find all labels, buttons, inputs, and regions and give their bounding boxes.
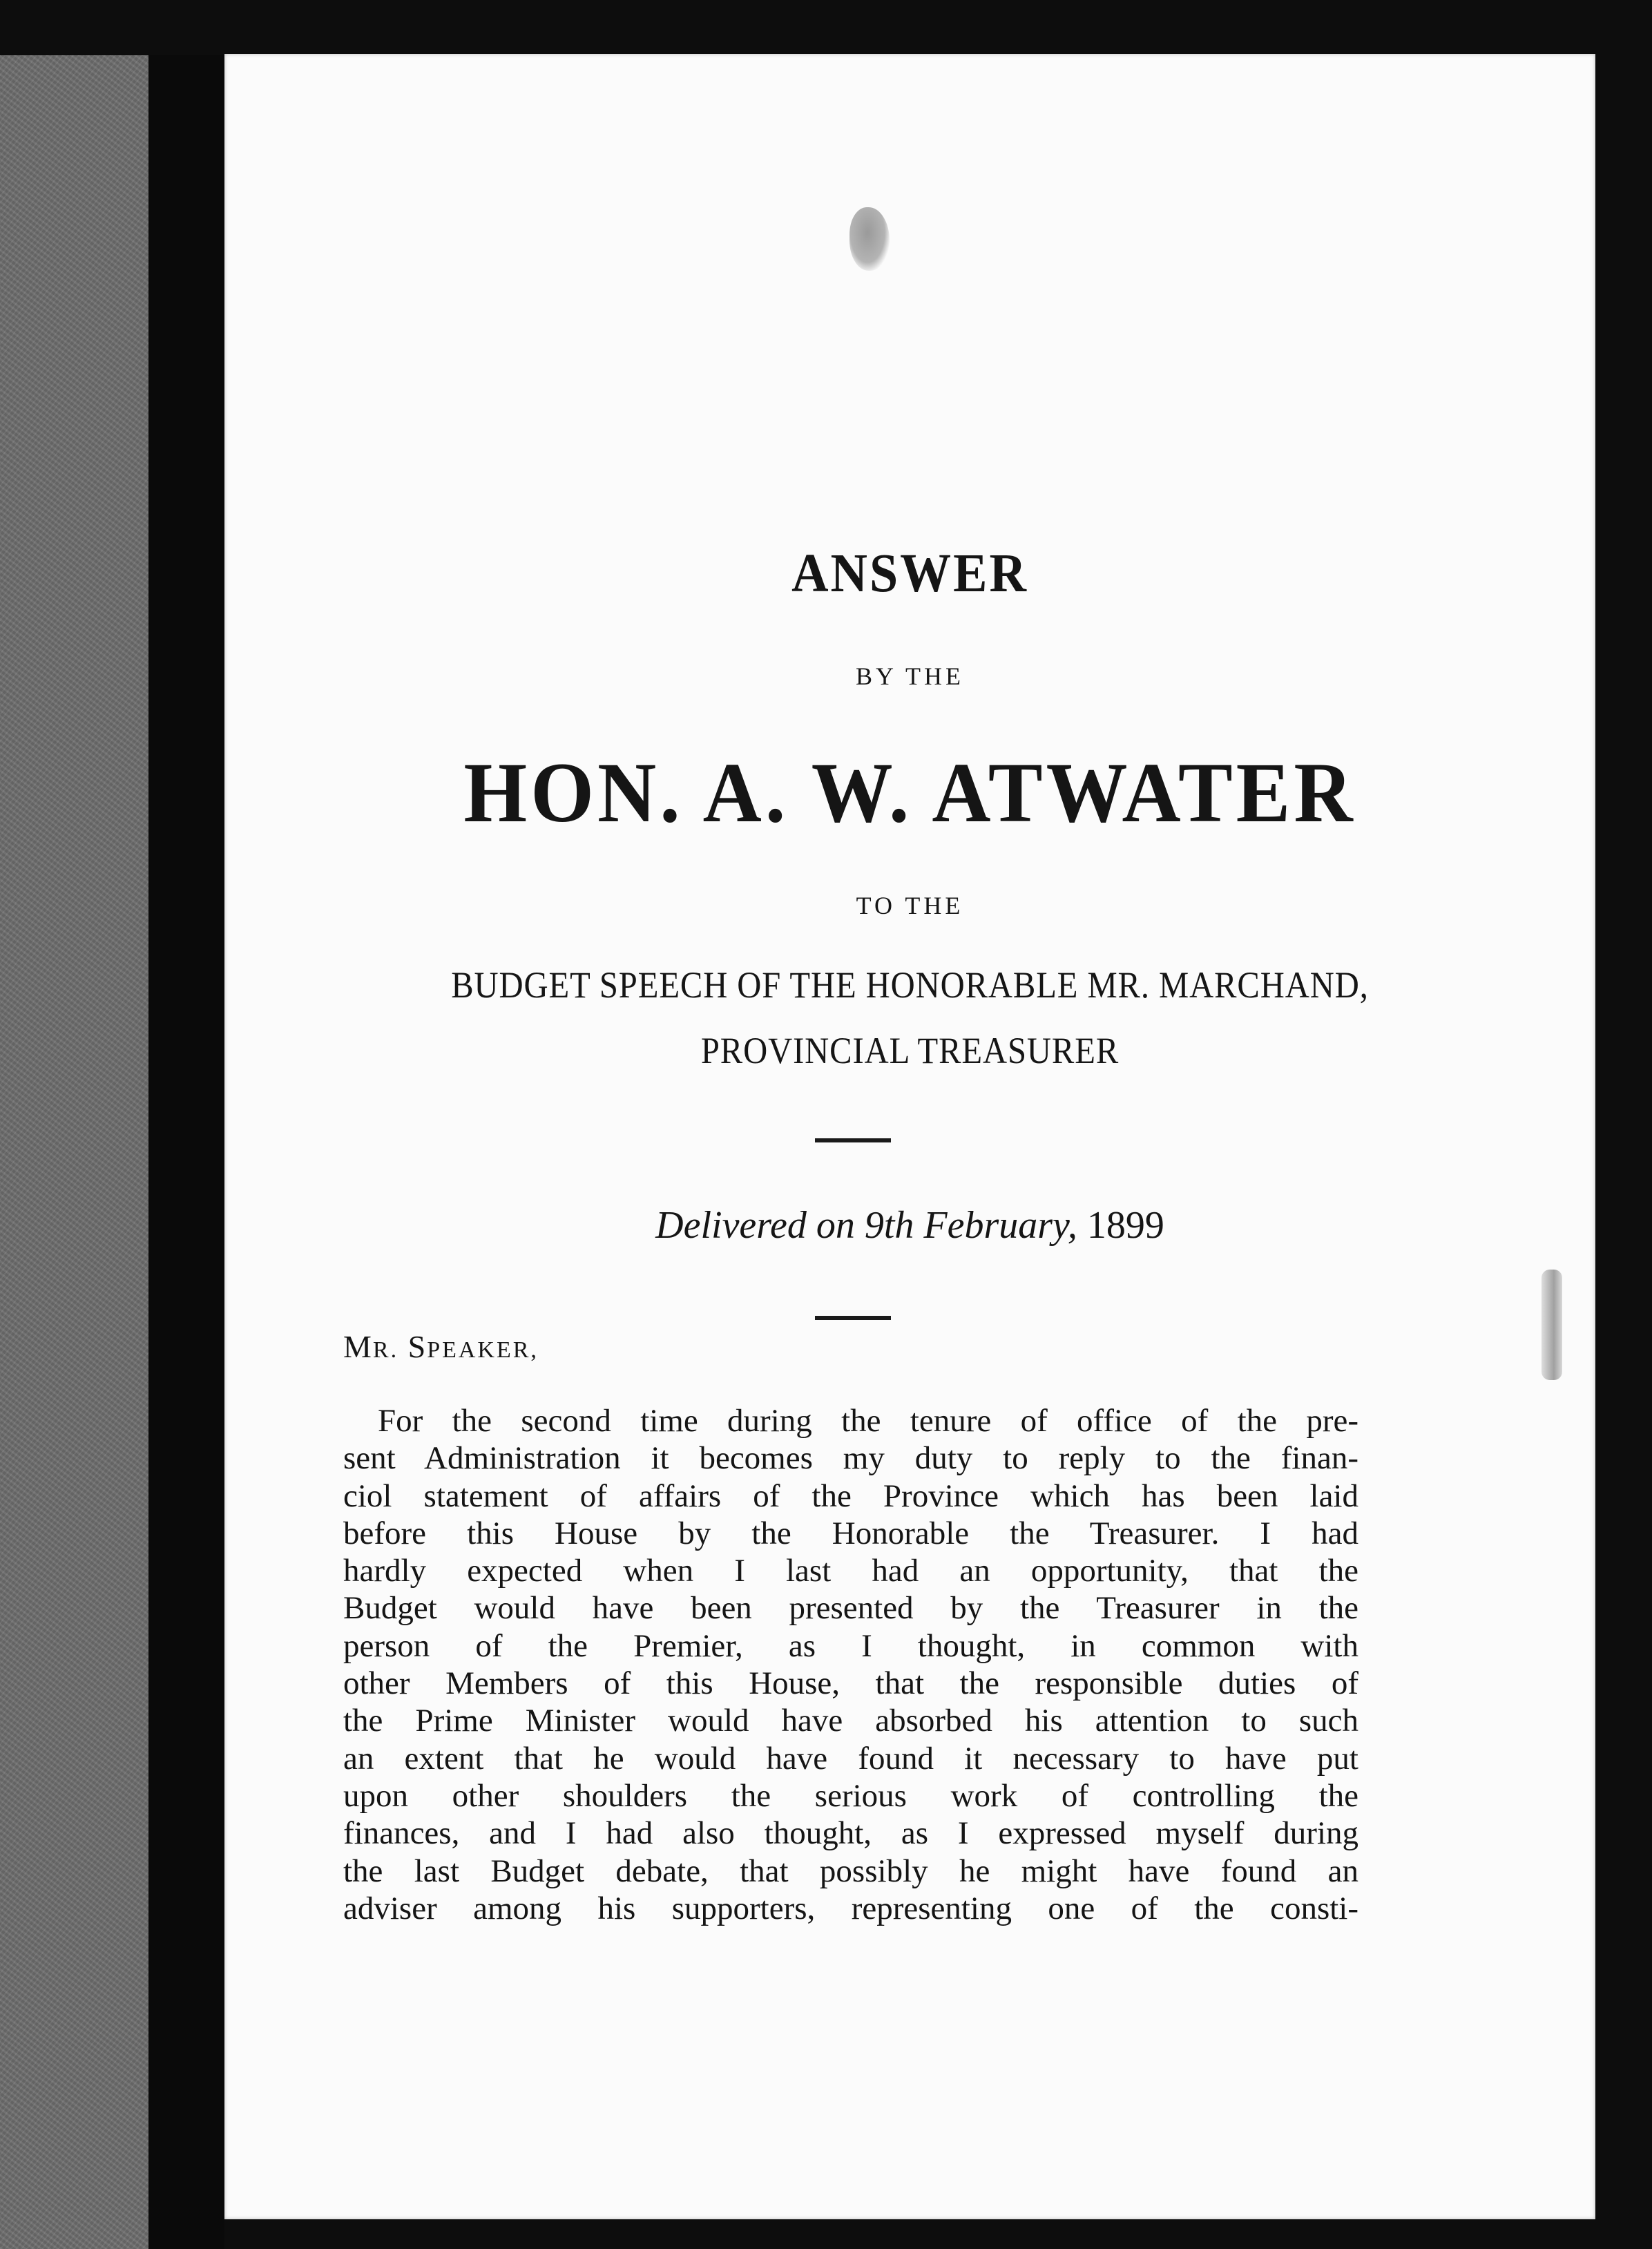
author-name: HON. A. W. ATWATER (463, 745, 1356, 841)
subject-line-1: BUDGET SPEECH OF THE HONORABLE MR. MARCHAND, (451, 964, 1369, 1006)
body-line: before this House by the Honorable the Treasurer. I had (343, 1515, 1358, 1551)
body-line: upon other shoulders the serious work of controlling the (343, 1777, 1358, 1814)
body-line: the last Budget debate, that possibly he might have found an (343, 1853, 1358, 1889)
salutation (343, 1328, 539, 1365)
salutation-initial: M (343, 1329, 373, 1364)
document-heading: ANSWER (791, 542, 1028, 604)
to-the-label: TO THE (856, 892, 964, 919)
delivery-date (224, 1203, 1595, 1247)
salutation-part-1: R. (372, 1337, 399, 1363)
body-line: finances, and I had also thought, as I expressed myself during (343, 1815, 1358, 1852)
binding-shadow (148, 55, 224, 2249)
salutation-part-2: PEAKER, (427, 1337, 539, 1363)
subject-line-2: PROVINCIAL TREASURER (700, 1030, 1120, 1071)
divider-rule-top (815, 1138, 891, 1142)
body-line: ciol statement of affairs of the Province which has been laid (343, 1477, 1358, 1514)
body-line: sent Administration it becomes my duty to reply to the finan- (343, 1440, 1358, 1477)
body-line: person of the Premier, as I thought, in common with (343, 1627, 1358, 1664)
body-line: For the second time during the tenure of office of the pre- (378, 1403, 1358, 1439)
page-clip-mark (1541, 1270, 1562, 1380)
body-line: Budget would have been presented by the Treasurer in the (343, 1590, 1358, 1627)
delivered-prefix: Delivered on 9th February, (655, 1204, 1077, 1247)
body-line: the Prime Minister would have absorbed his attention to such (343, 1703, 1358, 1739)
body-paragraph (343, 1402, 1358, 1927)
body-line: hardly expected when I last had an opportunity, that the (343, 1553, 1358, 1589)
body-line: adviser among his supporters, representing one of the consti- (343, 1890, 1358, 1926)
body-line: other Members of this House, that the responsible duties of (343, 1665, 1358, 1702)
by-the-label: BY THE (855, 662, 964, 690)
divider-rule-bottom (815, 1316, 891, 1320)
salutation-s: S (407, 1329, 428, 1364)
body-line: an extent that he would have found it necessary to have put (343, 1740, 1358, 1777)
ink-blot (849, 207, 890, 271)
delivered-year: 1899 (1086, 1204, 1164, 1247)
book-binding (0, 55, 148, 2249)
